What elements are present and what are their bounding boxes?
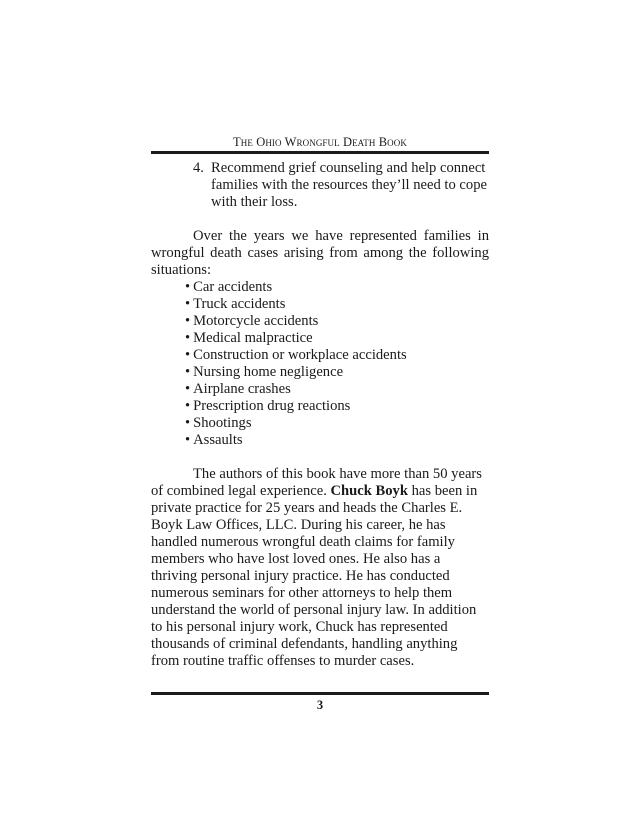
- list-item-text: Medical malpractice: [193, 330, 313, 346]
- author-name: Chuck Boyk: [330, 483, 408, 499]
- book-page: [151, 0, 489, 826]
- footer-rule: [151, 692, 489, 695]
- numbered-item: [151, 160, 489, 211]
- bullet-icon: •: [185, 432, 191, 448]
- running-head: The Ohio Wrongful Death Book: [233, 135, 407, 149]
- bullet-icon: •: [185, 415, 191, 431]
- bullet-icon: •: [185, 279, 191, 295]
- authors-paragraph: [151, 466, 489, 670]
- list-item: [185, 347, 489, 364]
- header-rule: [151, 151, 489, 154]
- page-body: [151, 160, 489, 670]
- list-item: [185, 415, 489, 432]
- list-item: [185, 296, 489, 313]
- list-item-text: Shootings: [193, 415, 252, 431]
- authors-rest: has been in private practice for 25 years and heads the Charles E. Boyk Law Offices, LLC. During his career, he has handled numerous wrongful death claims for family members who have lost loved ones. He also has a thriving personal injury practice. He has conducted numerous seminars for other attorneys to help them understand the world of personal injury law. In addition to his personal injury work, Chuck has represented thousands of criminal defendants, handling anything from routine traffic offenses to murder cases.: [151, 483, 478, 669]
- bullet-icon: •: [185, 296, 191, 312]
- bullet-icon: •: [185, 347, 191, 363]
- list-item-text: Car accidents: [193, 279, 273, 295]
- bullet-icon: •: [185, 398, 191, 414]
- list-item: [185, 364, 489, 381]
- bullet-icon: •: [185, 313, 191, 329]
- authors-intro: The authors of this book have more than 50 years of combined legal experience.: [151, 466, 482, 499]
- situations-list: [151, 279, 489, 449]
- list-item-text: Construction or workplace accidents: [193, 347, 407, 363]
- page-number: 3: [316, 698, 324, 712]
- list-item-text: Prescription drug reactions: [193, 398, 351, 414]
- list-item: [185, 279, 489, 296]
- bullet-icon: •: [185, 364, 191, 380]
- situations-paragraph: Over the years we have represented families in wrongful death cases arising from among the following situations:: [151, 228, 489, 278]
- numbered-item-text: Recommend grief counseling and help connect families with the resources they’ll need to cope with their loss.: [211, 160, 487, 210]
- list-item-text: Nursing home negligence: [193, 364, 344, 380]
- bullet-icon: •: [185, 381, 191, 397]
- list-item-text: Motorcycle accidents: [193, 313, 319, 329]
- list-item: [185, 313, 489, 330]
- numbered-item-number: 4.: [193, 160, 204, 176]
- list-item-text: Airplane crashes: [193, 381, 291, 397]
- list-item: [185, 381, 489, 398]
- list-item-text: Assaults: [193, 432, 243, 448]
- list-item-text: Truck accidents: [193, 296, 286, 312]
- list-item: [185, 398, 489, 415]
- list-item: [185, 330, 489, 347]
- list-item: [185, 432, 489, 449]
- bullet-icon: •: [185, 330, 191, 346]
